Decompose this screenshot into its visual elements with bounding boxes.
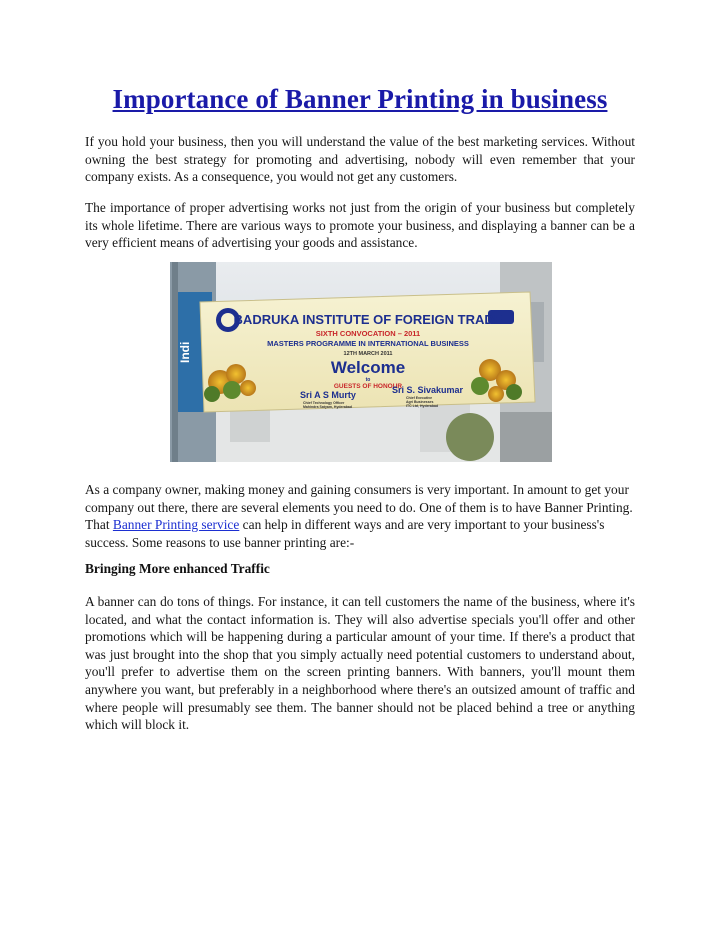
guest2-role: Chief Executive xyxy=(406,396,433,400)
paragraph-traffic: A banner can do tons of things. For instance, it can tell customers the name of the business, where it's located, and what the contact information is. They will also advertise specials you'll offer and other promotions which will be happening during a particular amount of your time. If there's a product that was just brought into the shop that you simply actually need potential customers to understand about, you'll prefer to advertise them on the screen printing banners. With banners, you'll mount them anywhere you want, but preferably in a neighborhood where there's an outsized amount of traffic and where people will presumably see them. The banner should not be placed behind a tree or anything which will block it. xyxy=(85,594,635,733)
guest2-name: Sri S. Sivakumar xyxy=(392,385,464,395)
section-heading: Bringing More enhanced Traffic xyxy=(85,561,270,576)
guest2-org: Agri Businesses xyxy=(406,400,434,404)
guest1-name: Sri A S Murty xyxy=(300,390,356,400)
guest2-org2: ITC Ltd, Hyderabad xyxy=(406,404,439,408)
paragraph-importance: The importance of proper advertising works not just from the origin of your business but completely its whole lifetime. There are various ways to promote your business, and displaying a banner can be a very efficient means of advertising your goods and assistance. xyxy=(85,200,635,251)
paragraph3-text-before: As a company owner, making money and gaining consumers is very important. In amount to get your company out there, there are several elements you need to do. One of them is to have Banner Printing. That xyxy=(85,482,633,533)
banner-guests-heading: GUESTS OF HONOUR xyxy=(333,383,403,390)
paragraph-intro: If you hold your business, then you will understand the value of the best marketing services. Without owning the best strategy for promoting and advertising, nobody will even remember that your company exists. As a consequence, you would not get any customers. xyxy=(85,134,635,185)
page-title: Importance of Banner Printing in business xyxy=(112,84,608,114)
banner-line-3: MASTERS PROGRAMME IN INTERNATIONAL BUSINESS xyxy=(267,339,469,348)
sign-text: Indi xyxy=(178,341,192,363)
banner-date: 12TH MARCH 2011 xyxy=(343,351,393,357)
guest1-org: Mahindra Satyam, Hyderabad xyxy=(303,405,353,409)
banner-printing-service-link[interactable]: Banner Printing service xyxy=(112,517,240,533)
guest1-role: Chief Technology Officer xyxy=(303,401,345,405)
banner-to: to xyxy=(365,377,371,383)
paragraph-company-owner xyxy=(85,481,635,551)
paragraph3-text-after: can help in different ways and are very important to your business's success. Some reasons to use banner printing are:- xyxy=(85,517,605,550)
banner-line-2: SIXTH CONVOCATION – 2011 xyxy=(315,329,421,338)
banner-line-1: BADRUKA INSTITUTE OF FOREIGN TRADE xyxy=(233,312,503,327)
banner-welcome: Welcome xyxy=(330,358,406,377)
banner-photo xyxy=(170,262,552,462)
